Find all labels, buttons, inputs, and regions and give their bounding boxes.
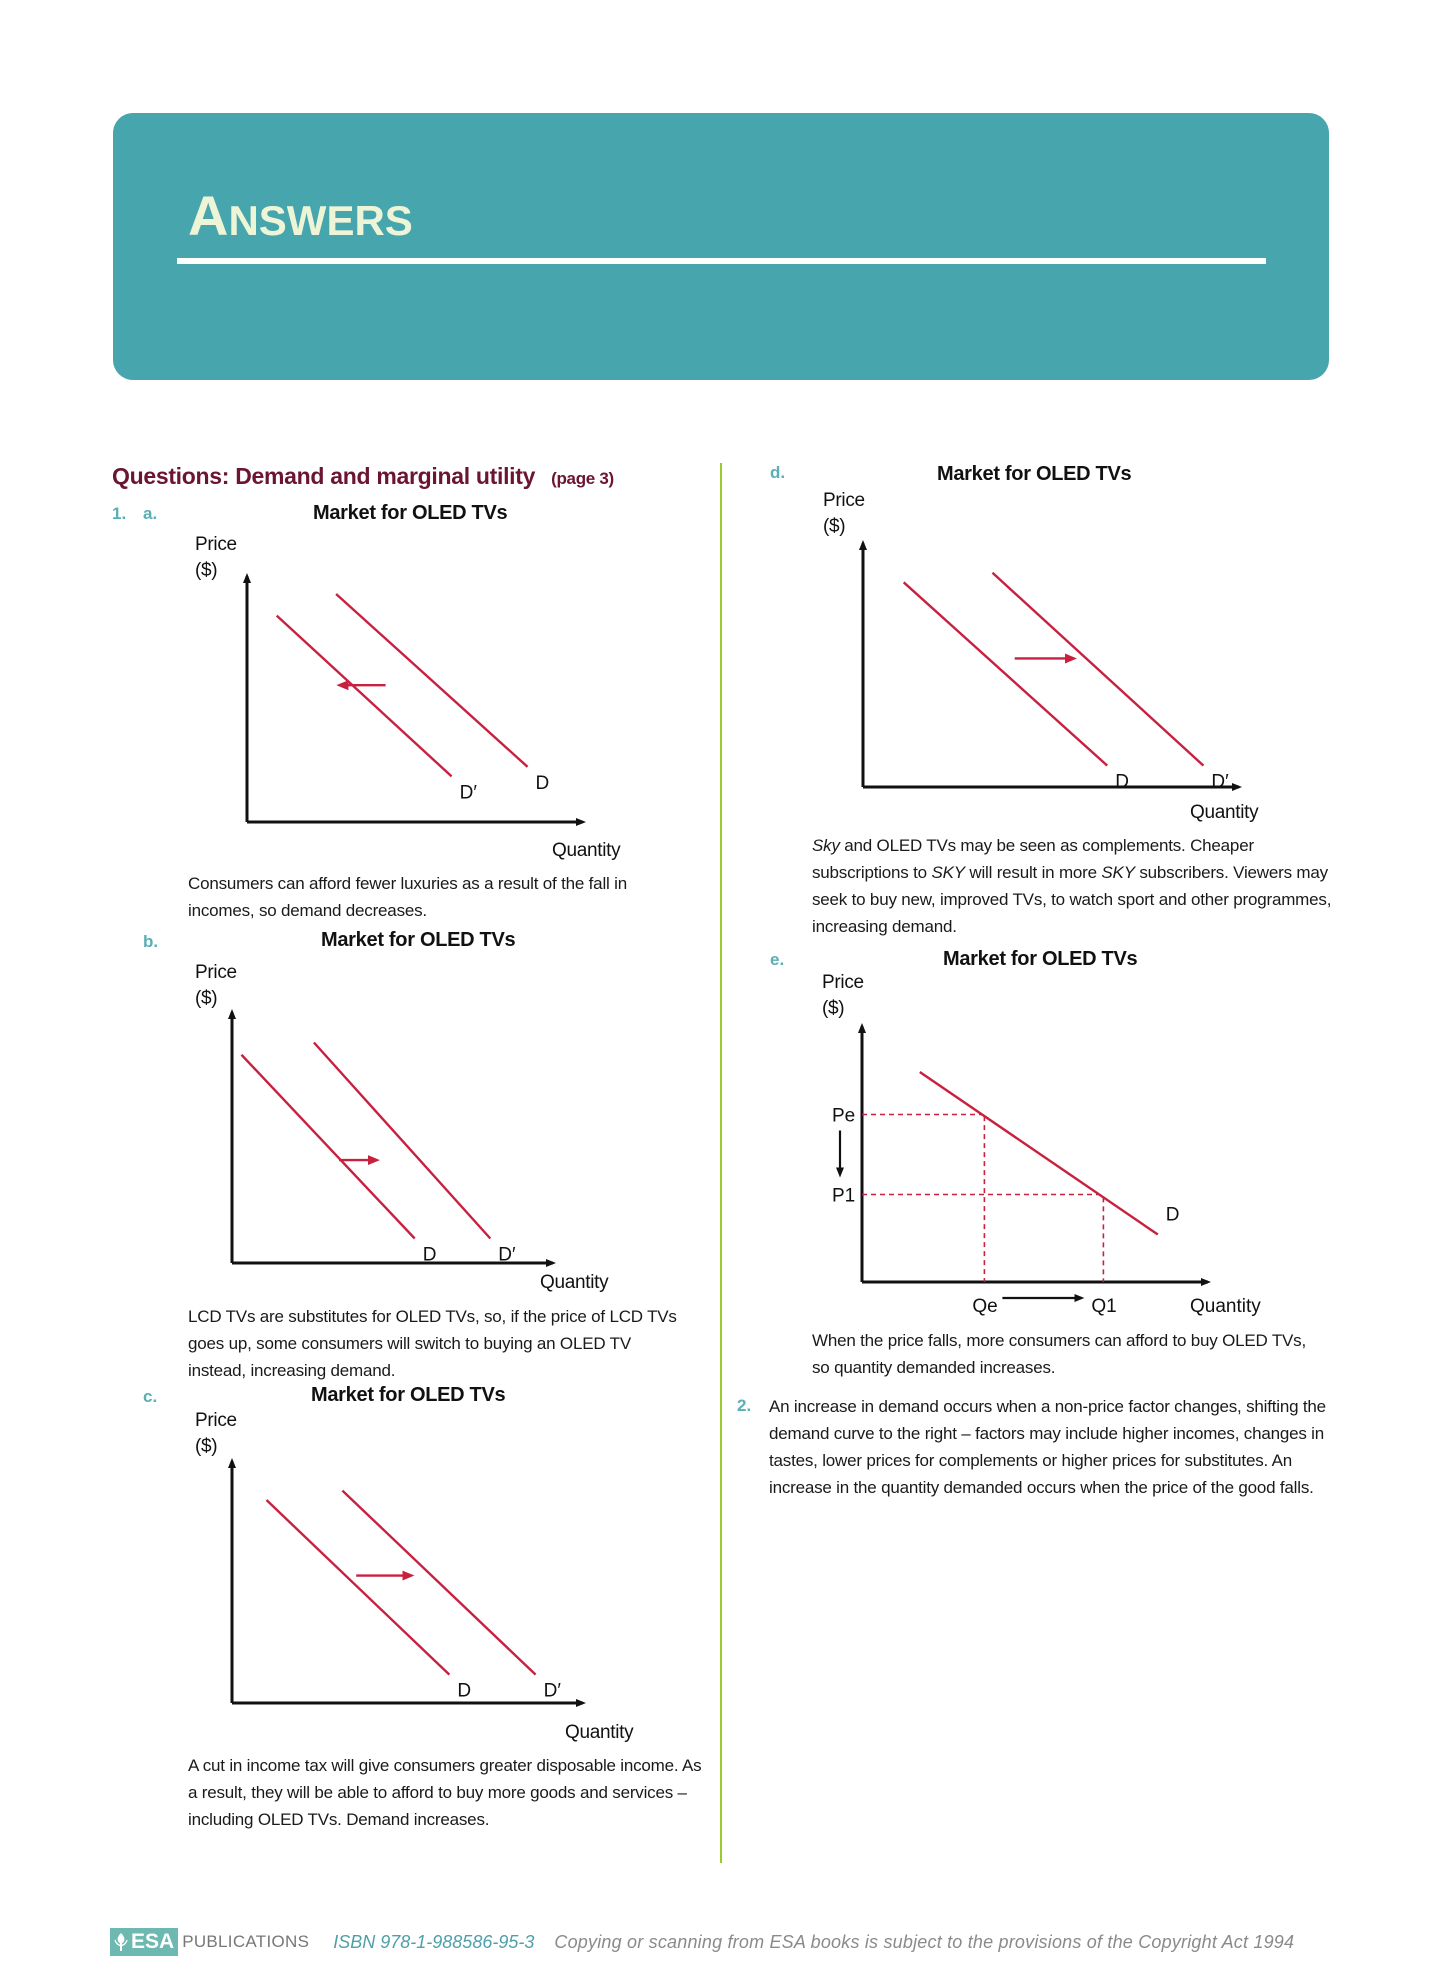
curve-label: D <box>1165 1204 1180 1226</box>
y-label-line1: Price <box>195 962 237 983</box>
demand-curve-d <box>904 582 1107 765</box>
chart-c <box>232 1455 602 1705</box>
part-a-explanation: Consumers can afford fewer luxuries as a result of the fall in incomes, so demand decreases. <box>188 874 627 920</box>
chart-d-y-label <box>823 488 865 540</box>
publisher-name: PUBLICATIONS <box>182 1932 310 1951</box>
chart-d-title: Market for OLED TVs <box>937 463 1132 485</box>
part-d-marker: d. <box>770 463 786 482</box>
demand-curve-d <box>241 1055 414 1239</box>
demand-curve-d <box>267 1500 450 1675</box>
y-label-line2: ($) <box>822 998 845 1019</box>
chart-b <box>232 1005 577 1265</box>
chart-b-x-label: Quantity <box>540 1272 609 1293</box>
curve-label: D <box>422 1244 437 1266</box>
tree-icon <box>113 1932 129 1952</box>
part-a-marker: a. <box>143 504 158 523</box>
text-segment: subscribers. Viewers may seek to buy new, improved TVs, to watch sport and other programmes, increasing demand. <box>812 863 1332 936</box>
curve-label: D′ <box>1211 771 1229 793</box>
chart-c-y-label <box>195 1408 237 1460</box>
x-axis-label: Quantity <box>1190 1296 1261 1317</box>
demand-curve-d-prime <box>277 616 452 777</box>
header-rule <box>177 258 1266 264</box>
chart-e-y-label <box>822 970 864 1022</box>
text-sky: SKY <box>931 863 965 882</box>
text-sky: Sky <box>812 836 840 855</box>
curve-label: D <box>1115 771 1129 793</box>
part-c-explanation: A cut in income tax will give consumers greater disposable income. As a result, they will be able to afford to buy more goods and services – including OLED TVs. Demand increases. <box>188 1756 702 1829</box>
part-e-explanation: When the price falls, more consumers can afford to buy OLED TVs, so quantity demanded increases. <box>812 1331 1306 1377</box>
text-segment: will result in more <box>964 863 1102 882</box>
part-c-marker: c. <box>143 1387 158 1406</box>
y-label-line2: ($) <box>195 1436 218 1457</box>
y-label-line2: ($) <box>195 560 218 581</box>
chart-a-x-label: Quantity <box>552 840 621 861</box>
curve-label: D′ <box>543 1680 561 1702</box>
chart-e <box>832 1020 1262 1320</box>
chart-a-title: Market for OLED TVs <box>313 502 508 524</box>
logo-text: ESA <box>131 1930 175 1953</box>
question-2-marker: 2. <box>737 1396 752 1415</box>
y-label-line2: ($) <box>823 516 846 537</box>
chart-c-x-label: Quantity <box>565 1722 634 1743</box>
text-sky: SKY <box>1101 863 1135 882</box>
price-tick-label: P1 <box>832 1185 856 1207</box>
demand-curve-d-prime <box>993 573 1204 766</box>
page-reference: (page 3) <box>551 469 614 488</box>
chart-a <box>247 572 592 824</box>
question-1-marker: 1. <box>112 504 127 523</box>
text-segment: and OLED TVs may be seen as complements. Cheaper subscriptions to <box>812 836 1254 882</box>
demand-curve-d <box>336 594 527 767</box>
demand-curve-d-prime <box>314 1043 490 1239</box>
part-e-marker: e. <box>770 950 785 969</box>
page-title-rest: NSWERS <box>228 197 413 244</box>
publisher-logo <box>110 1928 178 1956</box>
curve-label: D <box>457 1680 472 1702</box>
y-label-line1: Price <box>195 534 237 555</box>
chart-e-title: Market for OLED TVs <box>943 948 1138 970</box>
header-band <box>113 113 1329 380</box>
section-heading <box>112 463 614 490</box>
part-b-marker: b. <box>143 932 159 951</box>
curve-label: D <box>535 772 550 794</box>
chart-d <box>863 537 1253 793</box>
y-label-line1: Price <box>195 1410 237 1431</box>
part-b-explanation: LCD TVs are substitutes for OLED TVs, so, if the price of LCD TVs goes up, some consumers will switch to buying an OLED TV instead, increasing demand. <box>188 1307 677 1380</box>
footer <box>110 1927 1294 1957</box>
curve-label: D′ <box>459 782 477 804</box>
demand-curve-d-prime <box>342 1491 535 1675</box>
question-2-answer: An increase in demand occurs when a non-price factor changes, shifting the demand curve to the right – factors may include higher incomes, changes in tastes, lower prices for complements or higher prices for substitutes. An increase in the quantity demanded occurs when the price of the good falls. <box>769 1397 1326 1497</box>
quantity-tick-label: Q1 <box>1091 1296 1117 1317</box>
column-divider <box>720 463 722 1863</box>
page-title-initial: A <box>188 184 229 247</box>
y-label-line1: Price <box>822 972 864 993</box>
price-tick-label: Pe <box>832 1105 856 1127</box>
y-label-line2: ($) <box>195 988 218 1009</box>
section-heading-text: Questions: Demand and marginal utility <box>112 463 536 489</box>
curve-label: D′ <box>498 1244 516 1266</box>
quantity-tick-label: Qe <box>972 1296 998 1317</box>
part-d-explanation <box>812 832 1332 940</box>
chart-b-y-label <box>195 960 237 1012</box>
copyright-notice: Copying or scanning from ESA books is subject to the provisions of the Copyright Act 1994 <box>554 1931 1295 1952</box>
isbn: ISBN 978-1-988586-95-3 <box>333 1931 535 1952</box>
chart-c-title: Market for OLED TVs <box>311 1384 506 1406</box>
demand-curve-d <box>920 1072 1158 1235</box>
chart-d-x-label: Quantity <box>1190 802 1259 823</box>
chart-a-y-label <box>195 532 237 584</box>
y-label-line1: Price <box>823 490 865 511</box>
chart-b-title: Market for OLED TVs <box>321 929 516 951</box>
page-title <box>188 184 413 247</box>
